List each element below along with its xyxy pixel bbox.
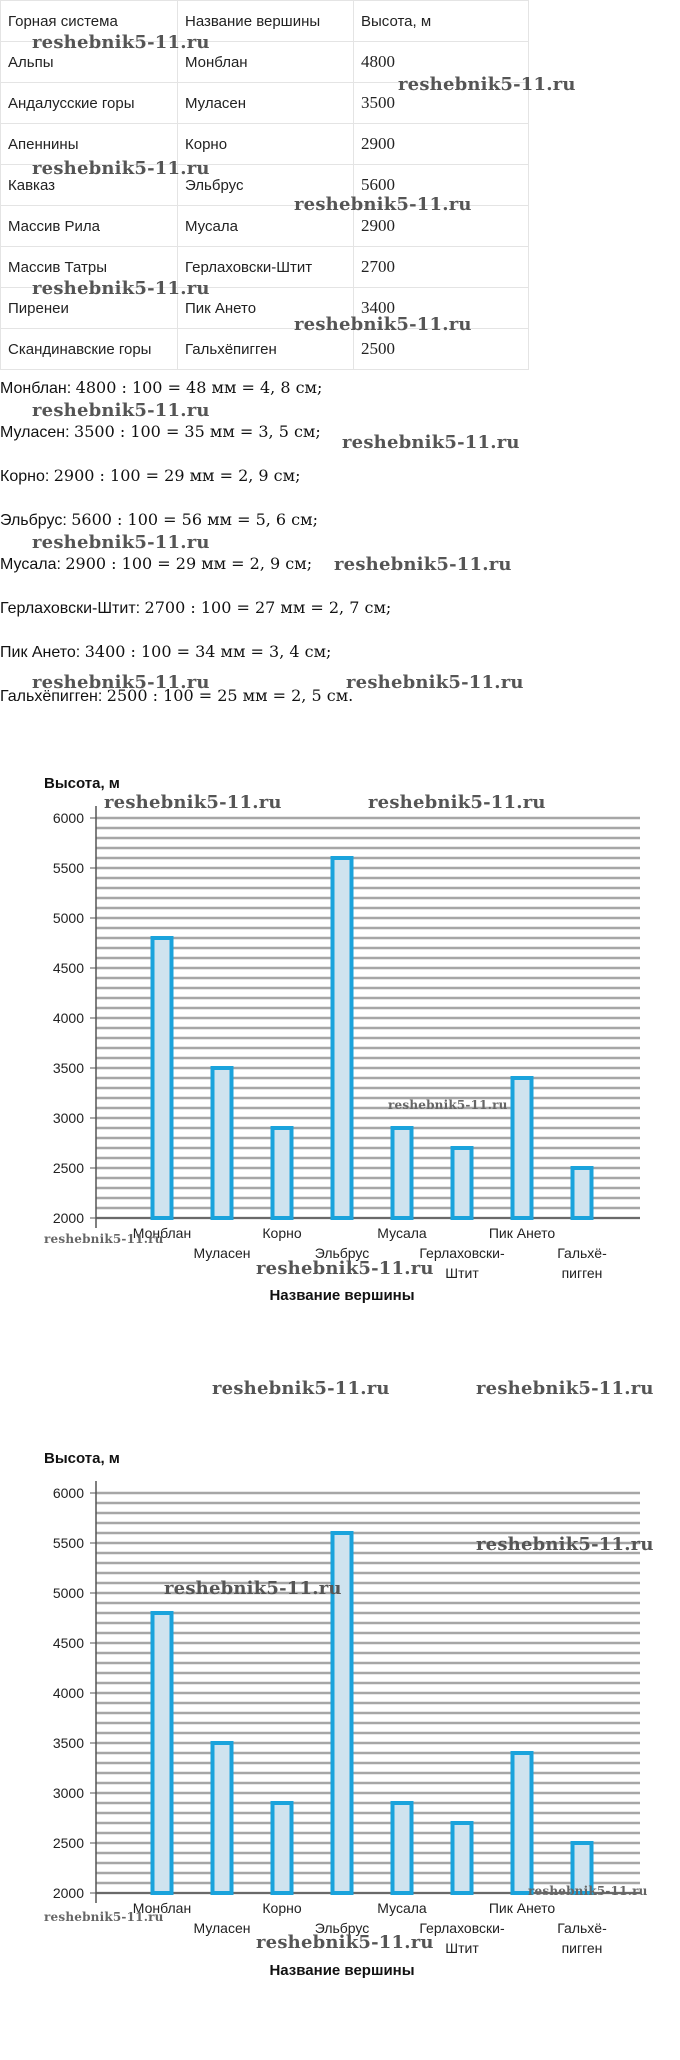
y-tick-label: 5500: [52, 1535, 84, 1551]
table-cell: Пиренеи: [1, 288, 178, 329]
bar: [153, 938, 172, 1218]
calc-expression: 4800 : 100 = 48 мм = 4, 8 см;: [75, 378, 323, 397]
bar: [393, 1803, 412, 1893]
bar: [333, 858, 352, 1218]
calc-expression: 2500 : 100 = 25 мм = 2, 5 см.: [106, 686, 354, 705]
watermark: reshebnik5-11.ru: [44, 1232, 164, 1246]
calc-line: [0, 642, 331, 662]
calc-peak-name: Герлаховски-Штит:: [0, 600, 141, 617]
x-axis-label: Название вершины: [269, 1287, 415, 1304]
watermark: reshebnik5-11.ru: [346, 672, 524, 693]
table-cell: Андалусские горы: [1, 83, 178, 124]
x-tick-label: пигген: [561, 1265, 603, 1281]
x-tick-label: Корно: [262, 1900, 302, 1916]
watermark: reshebnik5-11.ru: [32, 158, 210, 179]
watermark: reshebnik5-11.ru: [334, 554, 512, 575]
bar: [573, 1168, 592, 1218]
bar: [393, 1128, 412, 1218]
x-tick-label: Мусала: [377, 1900, 427, 1916]
table-cell: Муласен: [178, 83, 354, 124]
watermark: reshebnik5-11.ru: [388, 1098, 508, 1112]
x-tick-label: Муласен: [193, 1245, 251, 1261]
bar: [153, 1613, 172, 1893]
table-cell: Пик Ането: [178, 288, 354, 329]
bar: [273, 1803, 292, 1893]
x-tick-label: Штит: [445, 1940, 479, 1956]
y-tick-label: 6000: [52, 1485, 84, 1501]
table-header-cell: Высота, м: [354, 1, 529, 42]
calc-peak-name: Муласен:: [0, 424, 70, 441]
x-tick-label: пигген: [561, 1940, 603, 1956]
x-tick-label: Монблан: [132, 1900, 192, 1916]
calc-line: [0, 422, 321, 442]
table-cell: Герлаховски-Штит: [178, 247, 354, 288]
y-tick-label: 2000: [52, 1210, 84, 1226]
y-tick-label: 4500: [52, 960, 84, 976]
table-cell: 4800: [354, 42, 529, 83]
y-axis-label: Высота, м: [44, 775, 120, 792]
bar: [513, 1078, 532, 1218]
watermark: reshebnik5-11.ru: [476, 1378, 654, 1399]
table-cell: 2500: [354, 329, 529, 370]
x-tick-label: Герлаховски-: [419, 1920, 505, 1936]
calc-peak-name: Гальхёпигген:: [0, 688, 103, 705]
table-cell: 2900: [354, 124, 529, 165]
watermark: reshebnik5-11.ru: [44, 1910, 164, 1924]
watermark: reshebnik5-11.ru: [294, 194, 472, 215]
calc-expression: 2900 : 100 = 29 мм = 2, 9 см;: [65, 554, 313, 573]
x-tick-label: Пик Ането: [488, 1900, 556, 1916]
watermark: reshebnik5-11.ru: [32, 32, 210, 53]
calc-expression: 2900 : 100 = 29 мм = 2, 9 см;: [53, 466, 301, 485]
calc-peak-name: Пик Ането:: [0, 644, 81, 661]
calc-peak-name: Монблан:: [0, 380, 72, 397]
table-cell: 3500: [354, 83, 529, 124]
table-cell: Массив Рила: [1, 206, 178, 247]
calc-peak-name: Корно:: [0, 468, 50, 485]
y-tick-label: 5000: [52, 910, 84, 926]
x-tick-label: Эльбрус: [314, 1920, 370, 1936]
y-tick-label: 2500: [52, 1835, 84, 1851]
y-tick-label: 5000: [52, 1585, 84, 1601]
y-tick-label: 2500: [52, 1160, 84, 1176]
calc-expression: 3500 : 100 = 35 мм = 3, 5 см;: [74, 422, 321, 441]
table-cell: Корно: [178, 124, 354, 165]
y-tick-label: 3500: [52, 1735, 84, 1751]
watermark: reshebnik5-11.ru: [528, 1884, 648, 1898]
x-axis-label: Название вершины: [269, 1962, 415, 1979]
watermark: reshebnik5-11.ru: [32, 400, 210, 421]
watermark: reshebnik5-11.ru: [212, 1378, 390, 1399]
bar: [213, 1743, 232, 1893]
watermark: reshebnik5-11.ru: [104, 792, 282, 813]
table-header-cell: Горная система: [1, 1, 178, 42]
watermark: reshebnik5-11.ru: [368, 792, 546, 813]
bar: [213, 1068, 232, 1218]
watermark: reshebnik5-11.ru: [294, 314, 472, 335]
y-tick-label: 6000: [52, 810, 84, 826]
calc-line: [0, 554, 312, 574]
calc-line: [0, 466, 300, 486]
y-tick-label: 4000: [52, 1685, 84, 1701]
y-tick-label: 5500: [52, 860, 84, 876]
x-tick-label: Гальхё-: [557, 1920, 607, 1936]
x-tick-label: Монблан: [132, 1225, 192, 1241]
table-cell: Кавказ: [1, 165, 178, 206]
table-cell: Скандинавские горы: [1, 329, 178, 370]
watermark: reshebnik5-11.ru: [256, 1258, 434, 1279]
watermark: reshebnik5-11.ru: [476, 1534, 654, 1555]
y-axis-label: Высота, м: [44, 1450, 120, 1467]
table-cell: 2700: [354, 247, 529, 288]
table-cell: Монблан: [178, 42, 354, 83]
table-cell: 5600: [354, 165, 529, 206]
calc-expression: 3400 : 100 = 34 мм = 3, 4 см;: [84, 642, 332, 661]
calc-expression: 5600 : 100 = 56 мм = 5, 6 см;: [71, 510, 318, 529]
x-tick-label: Штит: [445, 1265, 479, 1281]
y-tick-label: 4500: [52, 1635, 84, 1651]
table-cell: Альпы: [1, 42, 178, 83]
x-tick-label: Пик Ането: [488, 1225, 556, 1241]
x-tick-label: Герлаховски-: [419, 1245, 505, 1261]
x-tick-label: Гальхё-: [557, 1245, 607, 1261]
table-cell: Апеннины: [1, 124, 178, 165]
y-tick-label: 3000: [52, 1110, 84, 1126]
calc-peak-name: Мусала:: [0, 556, 61, 573]
bar: [453, 1148, 472, 1218]
y-tick-label: 2000: [52, 1885, 84, 1901]
calc-peak-name: Эльбрус:: [0, 512, 67, 529]
watermark: reshebnik5-11.ru: [342, 432, 520, 453]
table-header-cell: Название вершины: [178, 1, 354, 42]
watermark: reshebnik5-11.ru: [398, 74, 576, 95]
watermark: reshebnik5-11.ru: [32, 532, 210, 553]
watermark: reshebnik5-11.ru: [256, 1932, 434, 1953]
table-cell: 2900: [354, 206, 529, 247]
y-tick-label: 3500: [52, 1060, 84, 1076]
table-cell: Мусала: [178, 206, 354, 247]
calc-line: [0, 378, 322, 398]
bar: [453, 1823, 472, 1893]
x-tick-label: Эльбрус: [314, 1245, 370, 1261]
table-cell: Гальхёпигген: [178, 329, 354, 370]
y-tick-label: 3000: [52, 1785, 84, 1801]
x-tick-label: Корно: [262, 1225, 302, 1241]
table-cell: 3400: [354, 288, 529, 329]
table-cell: Массив Татры: [1, 247, 178, 288]
calc-expression: 2700 : 100 = 27 мм = 2, 7 см;: [144, 598, 392, 617]
watermark: reshebnik5-11.ru: [32, 672, 210, 693]
calc-line: [0, 510, 318, 530]
calc-line: [0, 598, 391, 618]
bar: [513, 1753, 532, 1893]
x-tick-label: Муласен: [193, 1920, 251, 1936]
y-tick-label: 4000: [52, 1010, 84, 1026]
bar: [273, 1128, 292, 1218]
table-cell: Эльбрус: [178, 165, 354, 206]
x-tick-label: Мусала: [377, 1225, 427, 1241]
watermark: reshebnik5-11.ru: [32, 278, 210, 299]
watermark: reshebnik5-11.ru: [164, 1578, 342, 1599]
